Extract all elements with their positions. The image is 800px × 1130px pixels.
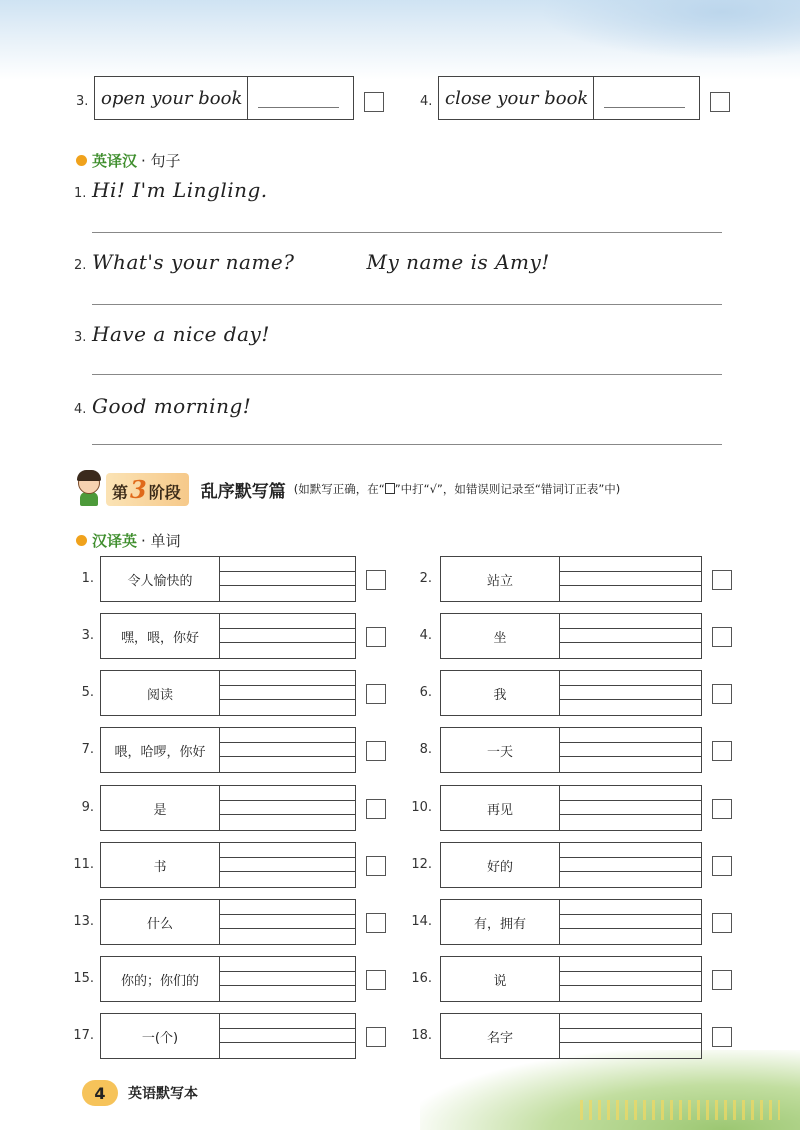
sky-background bbox=[0, 0, 800, 80]
word-chinese: 书 bbox=[101, 843, 220, 887]
word-number: 11. bbox=[73, 857, 94, 872]
word-answer-lines[interactable] bbox=[560, 671, 701, 715]
sentence-text-second: My name is Amy! bbox=[366, 250, 550, 274]
word-row bbox=[440, 1013, 702, 1059]
check-box[interactable] bbox=[366, 570, 386, 590]
word-number: 12. bbox=[411, 857, 432, 872]
word-answer-lines[interactable] bbox=[560, 614, 701, 658]
word-answer-lines[interactable] bbox=[220, 671, 355, 715]
word-chinese: 是 bbox=[101, 786, 220, 830]
word-answer-lines[interactable] bbox=[560, 900, 701, 944]
check-box[interactable] bbox=[712, 570, 732, 590]
section-title: 英译汉 bbox=[92, 152, 138, 170]
student-mascot-icon bbox=[72, 470, 104, 508]
bullet-dot-icon bbox=[76, 535, 87, 546]
word-chinese: 名字 bbox=[441, 1014, 560, 1058]
phrase-text: open your book bbox=[95, 77, 248, 119]
stage-banner bbox=[72, 470, 620, 508]
check-box[interactable] bbox=[366, 627, 386, 647]
check-box[interactable] bbox=[712, 627, 732, 647]
word-number: 15. bbox=[73, 971, 94, 986]
phrase-box bbox=[94, 76, 354, 120]
check-box[interactable] bbox=[364, 92, 384, 112]
check-box[interactable] bbox=[712, 741, 732, 761]
word-row bbox=[440, 727, 702, 773]
sentence-text: Good morning! bbox=[92, 394, 252, 418]
phrase-text: close your book bbox=[439, 77, 594, 119]
word-answer-lines[interactable] bbox=[220, 728, 355, 772]
check-box[interactable] bbox=[712, 799, 732, 819]
answer-line[interactable] bbox=[92, 444, 722, 445]
word-number: 8. bbox=[419, 742, 432, 757]
word-chinese: 说 bbox=[441, 957, 560, 1001]
check-box[interactable] bbox=[366, 684, 386, 704]
word-row bbox=[440, 670, 702, 716]
word-number: 17. bbox=[73, 1028, 94, 1043]
sentence-text: What's your name? bbox=[92, 250, 295, 274]
answer-line[interactable] bbox=[92, 374, 722, 375]
word-row bbox=[100, 842, 356, 888]
word-answer-lines[interactable] bbox=[220, 957, 355, 1001]
check-box[interactable] bbox=[366, 741, 386, 761]
section-title: 汉译英 bbox=[92, 532, 138, 550]
sentence-item bbox=[74, 250, 550, 274]
word-answer-lines[interactable] bbox=[560, 843, 701, 887]
word-answer-lines[interactable] bbox=[220, 557, 355, 601]
stage-label bbox=[106, 473, 189, 506]
word-number: 13. bbox=[73, 914, 94, 929]
sentence-number: 2. bbox=[74, 258, 87, 273]
word-row bbox=[100, 556, 356, 602]
word-answer-lines[interactable] bbox=[220, 1014, 355, 1058]
word-number: 6. bbox=[419, 685, 432, 700]
section-subtitle: · 单词 bbox=[141, 532, 181, 550]
check-box[interactable] bbox=[712, 1027, 732, 1047]
word-row bbox=[440, 613, 702, 659]
stage-instruction bbox=[294, 481, 621, 497]
phrase-box bbox=[438, 76, 700, 120]
sentence-number: 3. bbox=[74, 330, 87, 345]
word-row bbox=[100, 1013, 356, 1059]
word-number: 7. bbox=[81, 742, 94, 757]
word-chinese: 再见 bbox=[441, 786, 560, 830]
check-box[interactable] bbox=[712, 913, 732, 933]
word-number: 9. bbox=[81, 800, 94, 815]
bullet-dot-icon bbox=[76, 155, 87, 166]
check-box[interactable] bbox=[366, 913, 386, 933]
check-box[interactable] bbox=[366, 1027, 386, 1047]
sentence-number: 4. bbox=[74, 402, 87, 417]
answer-line[interactable] bbox=[92, 232, 722, 233]
word-answer-lines[interactable] bbox=[220, 900, 355, 944]
phrase-answer-blank[interactable] bbox=[594, 77, 699, 119]
book-title: 英语默写本 bbox=[128, 1086, 198, 1102]
word-chinese: 有，拥有 bbox=[441, 900, 560, 944]
word-row bbox=[440, 899, 702, 945]
word-answer-lines[interactable] bbox=[560, 728, 701, 772]
word-answer-lines[interactable] bbox=[560, 786, 701, 830]
stage-title: 乱序默写篇 bbox=[200, 481, 286, 502]
small-box-icon bbox=[385, 483, 395, 494]
word-number: 10. bbox=[411, 800, 432, 815]
word-number: 18. bbox=[411, 1028, 432, 1043]
word-chinese: 站立 bbox=[441, 557, 560, 601]
word-chinese: 你的；你们的 bbox=[101, 957, 220, 1001]
word-chinese: 坐 bbox=[441, 614, 560, 658]
sentence-item bbox=[74, 178, 268, 202]
phrase-number: 4. bbox=[420, 94, 433, 109]
check-box[interactable] bbox=[366, 799, 386, 819]
word-answer-lines[interactable] bbox=[220, 614, 355, 658]
check-box[interactable] bbox=[712, 684, 732, 704]
word-number: 16. bbox=[411, 971, 432, 986]
page-number: 4 bbox=[82, 1080, 118, 1106]
word-row bbox=[100, 613, 356, 659]
word-row bbox=[100, 727, 356, 773]
sentence-item bbox=[74, 394, 251, 418]
sentence-text: Have a nice day! bbox=[92, 322, 270, 346]
section-header-c2e bbox=[76, 530, 181, 551]
meadow-illustration bbox=[420, 1050, 800, 1130]
word-answer-lines[interactable] bbox=[560, 957, 701, 1001]
stage-number: 3 bbox=[130, 474, 147, 504]
word-number: 1. bbox=[81, 571, 94, 586]
word-row bbox=[440, 842, 702, 888]
word-chinese: 令人愉快的 bbox=[101, 557, 220, 601]
word-row bbox=[100, 899, 356, 945]
stage-suffix: 阶段 bbox=[148, 482, 181, 502]
word-number: 2. bbox=[419, 571, 432, 586]
word-number: 4. bbox=[419, 628, 432, 643]
check-box[interactable] bbox=[710, 92, 730, 112]
stage-prefix: 第 bbox=[112, 482, 129, 502]
phrase-number: 3. bbox=[76, 94, 89, 109]
section-header-e2c bbox=[76, 150, 181, 171]
word-number: 3. bbox=[81, 628, 94, 643]
check-box[interactable] bbox=[712, 856, 732, 876]
page-footer bbox=[82, 1080, 198, 1106]
word-chinese: 好的 bbox=[441, 843, 560, 887]
word-answer-lines[interactable] bbox=[220, 786, 355, 830]
word-number: 14. bbox=[411, 914, 432, 929]
sentence-number: 1. bbox=[74, 186, 87, 201]
word-answer-lines[interactable] bbox=[560, 1014, 701, 1058]
word-row bbox=[440, 785, 702, 831]
word-chinese: 喂，哈啰，你好 bbox=[101, 728, 220, 772]
word-row bbox=[100, 670, 356, 716]
sentence-item bbox=[74, 322, 270, 346]
word-chinese: 一天 bbox=[441, 728, 560, 772]
word-answer-lines[interactable] bbox=[560, 557, 701, 601]
stage-note-part-b: ”中打“√”，如错误则记录至“错词订正表”中) bbox=[394, 482, 621, 496]
word-answer-lines[interactable] bbox=[220, 843, 355, 887]
word-chinese: 嘿，喂，你好 bbox=[101, 614, 220, 658]
word-chinese: 一(个) bbox=[101, 1014, 220, 1058]
answer-line[interactable] bbox=[92, 304, 722, 305]
word-chinese: 阅读 bbox=[101, 671, 220, 715]
check-box[interactable] bbox=[366, 970, 386, 990]
stage-note-part-a: (如默写正确，在“ bbox=[293, 482, 385, 496]
check-box[interactable] bbox=[366, 856, 386, 876]
word-row bbox=[100, 956, 356, 1002]
sentence-text: Hi! I'm Lingling. bbox=[92, 178, 268, 202]
word-row bbox=[100, 785, 356, 831]
word-number: 5. bbox=[81, 685, 94, 700]
section-subtitle: · 句子 bbox=[141, 152, 181, 170]
check-box[interactable] bbox=[712, 970, 732, 990]
word-row bbox=[440, 556, 702, 602]
phrase-answer-blank[interactable] bbox=[248, 77, 353, 119]
word-chinese: 我 bbox=[441, 671, 560, 715]
word-chinese: 什么 bbox=[101, 900, 220, 944]
word-row bbox=[440, 956, 702, 1002]
